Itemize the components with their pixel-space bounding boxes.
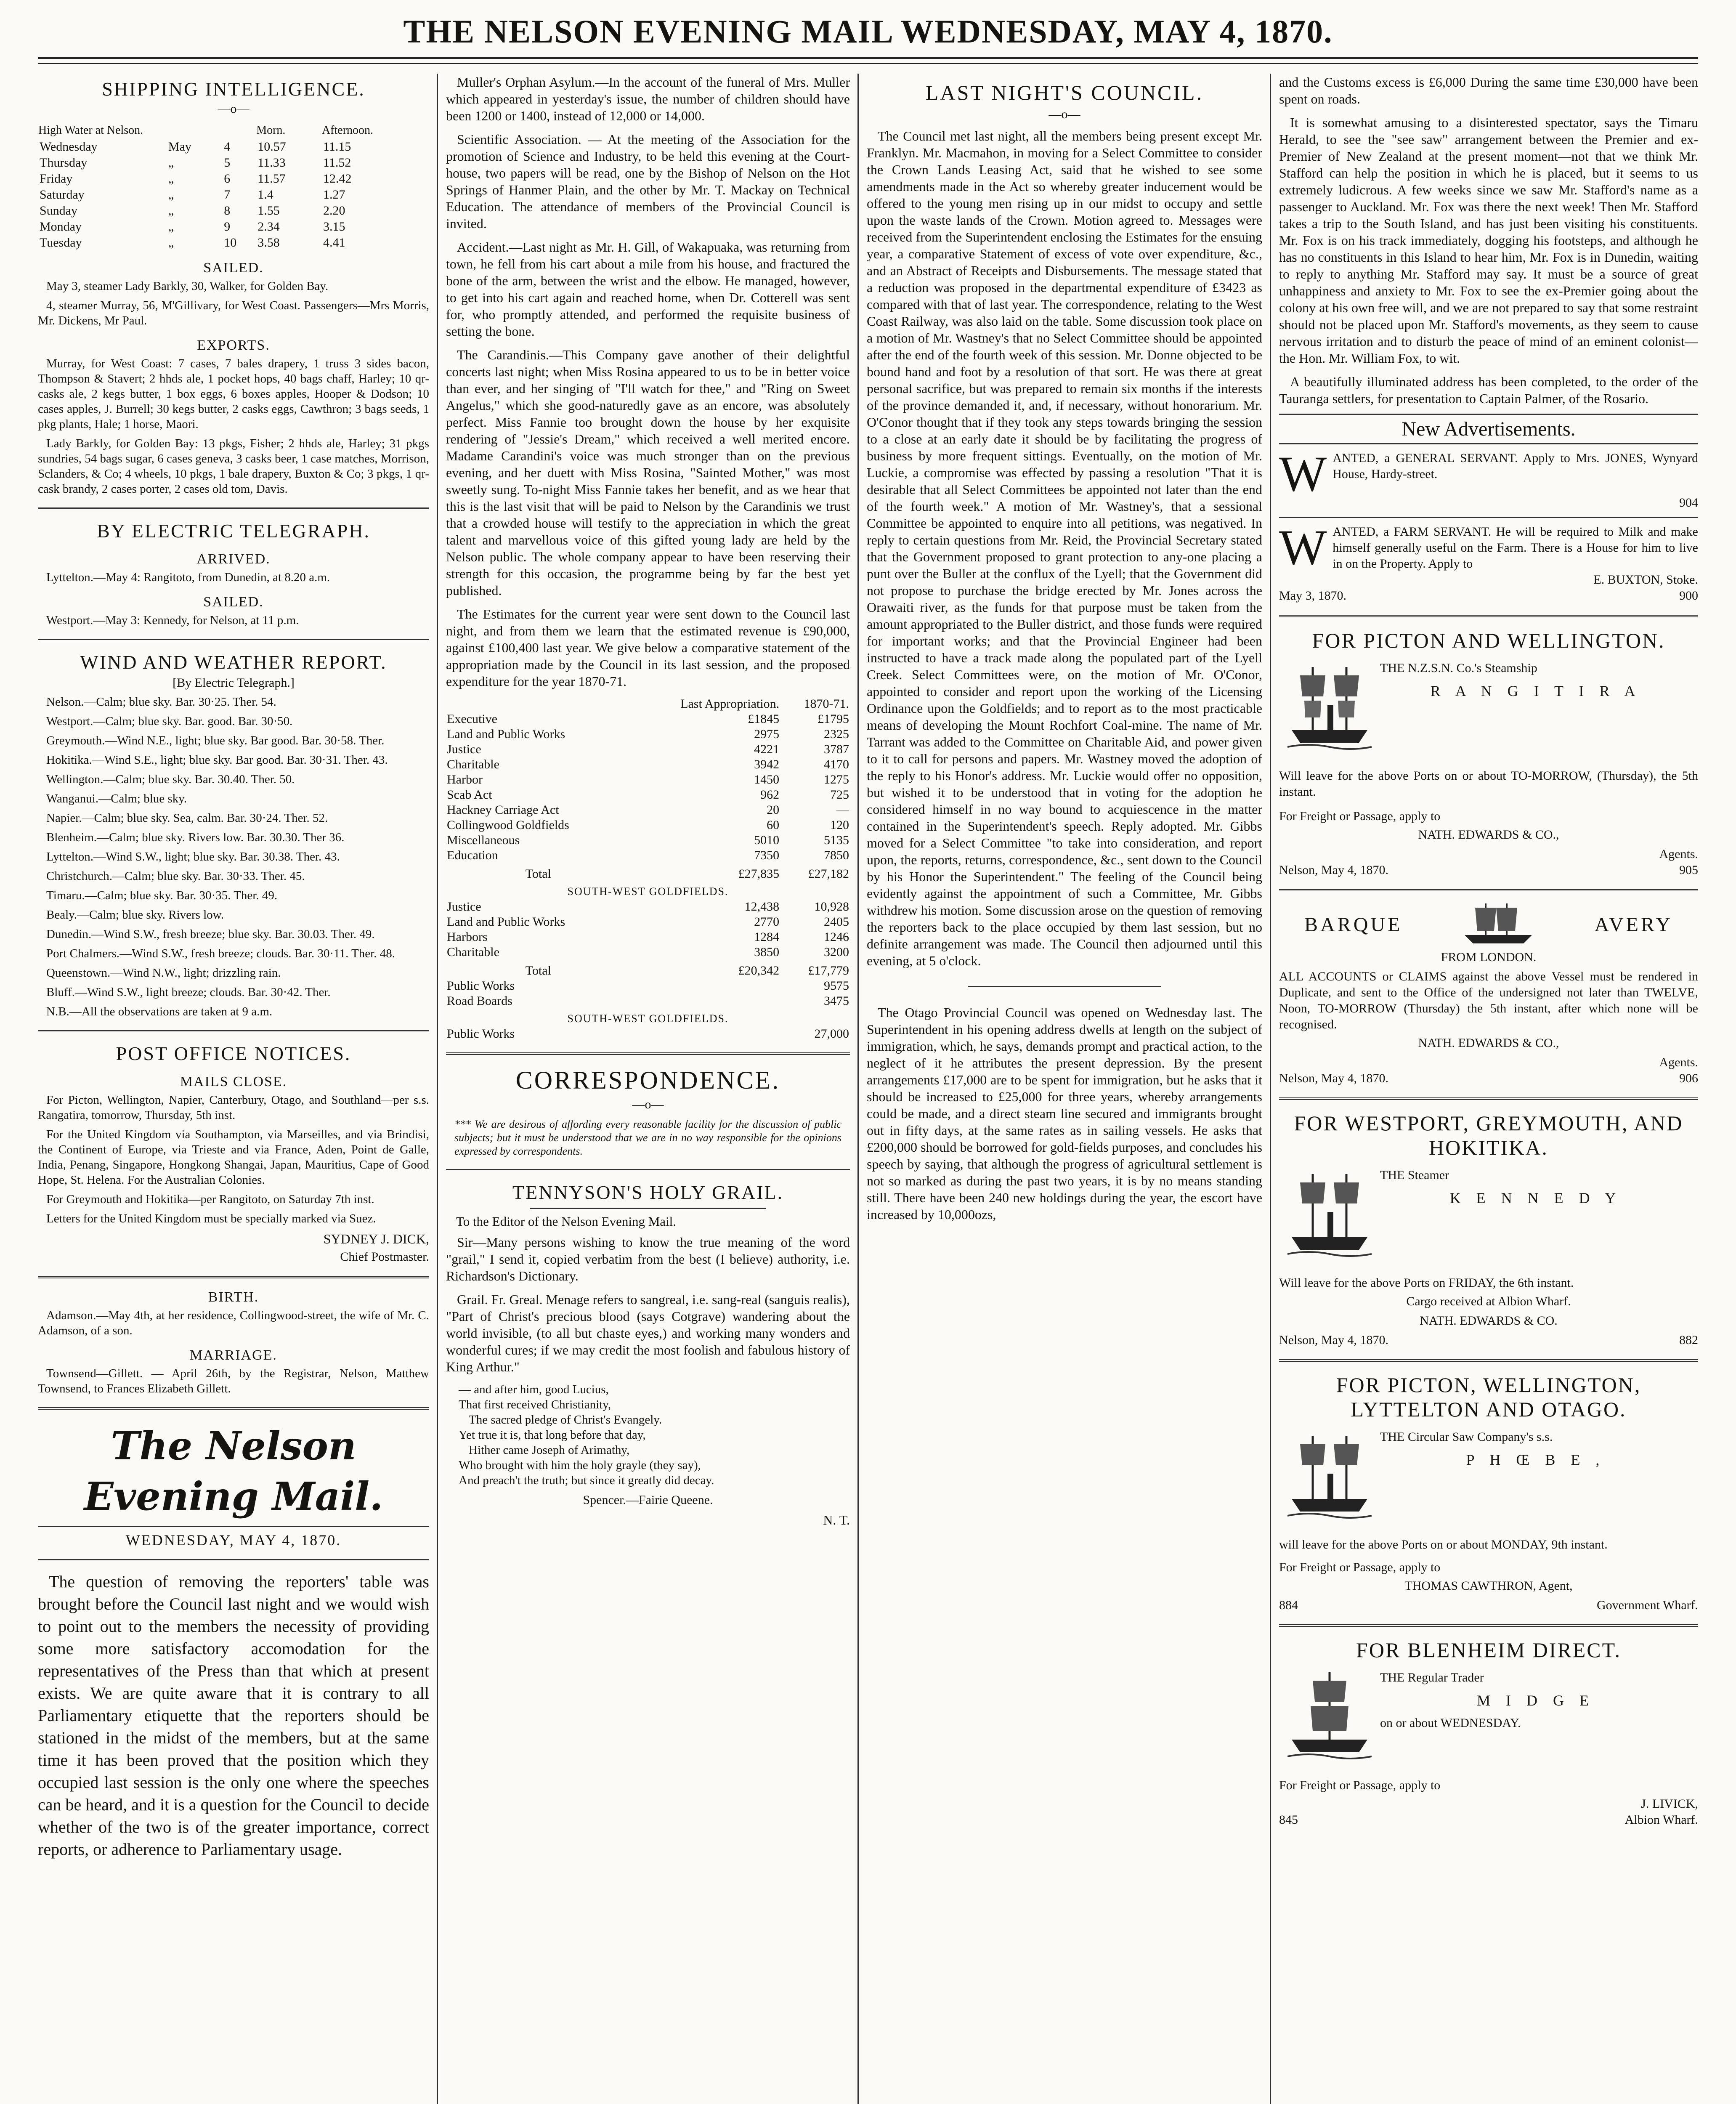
- sailed-heading: SAILED.: [203, 260, 264, 276]
- divider: [38, 1030, 429, 1031]
- divider: [530, 1208, 766, 1209]
- shipping-title: SHIPPING INTELLIGENCE.: [102, 78, 365, 100]
- ad-date: Nelson, May 4, 1870.: [1279, 863, 1388, 877]
- weather-line: Lyttelton.—Wind S.W., light; blue sky. Bar. 30.38. Ther. 43.: [46, 850, 340, 863]
- approp-value: 20: [767, 803, 780, 817]
- otago-paragraph: The Otago Provincial Council was opened on Wednesday last. The Superintendent in his opening address dwells at length on the subject of immigration, which, he says, demands prompt and practical action, to the neglect of it he attributes the present depression. By the present arrangements £17,000 are to be spent for immigration, but he asks that it should be increased to £25,000 for three years, whereby arrangements could be made, and a direct steam line secured and immigrants brought out in fifty days, at the same rates as in sailing vessels. He asks that £200,000 should be borrowed for gold-fields purposes, and concludes his speech by saying, that although the progress of agricultural settlement is not so marked as during the past two years, it is by no means standing still. There have been 240 new holdings during the year, the escort have increased by 10,000ozs,: [867, 1005, 1262, 1222]
- ad-number: 900: [1679, 589, 1698, 603]
- verse-source: Spencer.—Fairie Queene.: [583, 1493, 713, 1507]
- ad-number: 882: [1679, 1333, 1698, 1347]
- approp-item: Education: [447, 848, 498, 862]
- agent-title: Agents.: [1659, 1055, 1698, 1069]
- mail-item: For Greymouth and Hokitika—per Rangitoto, on Saturday 7th inst.: [46, 1193, 374, 1206]
- leader-article: The question of removing the reporters' table was brought before the Council last night and we would wish to point out to the members the necessity of providing some more satisfactory accomodation for the representatives of the Press than that which at present exists. We are quite aware that it is contrary to all Parliamentary etiquette that the reporters should be stationed in the midst of the members, but at the same time it has been proved that the position which they occupied last session is the only one where the speeches can be heard, and it is a question for the Council to decide whether of the two is of the greater importance, correct reports, or adherence to Parliamentary usage.: [38, 1572, 429, 1859]
- divider: [968, 986, 1161, 987]
- approp-value: —: [836, 803, 849, 817]
- sailing-details: will leave for the above Ports on or about MONDAY, 9th instant.: [1279, 1538, 1608, 1551]
- council-title: LAST NIGHT'S COUNCIL.: [925, 81, 1204, 104]
- approp-item: Scab Act: [447, 788, 492, 802]
- post-title: POST OFFICE NOTICES.: [116, 1043, 351, 1064]
- marriage-heading: MARRIAGE.: [190, 1347, 277, 1363]
- blenheim-heading: FOR BLENHEIM DIRECT.: [1356, 1638, 1621, 1662]
- mails-close-heading: MAILS CLOSE.: [180, 1074, 287, 1089]
- approp-value: 9575: [824, 979, 849, 993]
- agent-name: J. LIVICK,: [1641, 1797, 1698, 1811]
- verse-line: Who brought with him the holy grayle (they say),: [459, 1458, 701, 1472]
- column-rule-1: [437, 74, 438, 2104]
- ad-number: 906: [1679, 1071, 1698, 1085]
- divider: [38, 639, 429, 640]
- weather-line: Napier.—Calm; blue sky. Sea, calm. Bar. 30·24. Ther. 52.: [46, 811, 328, 825]
- picton-heading: FOR PICTON AND WELLINGTON.: [1312, 629, 1665, 652]
- divider: [1279, 1097, 1698, 1100]
- agent-title: Agents.: [1659, 847, 1698, 861]
- column-2: [446, 74, 850, 2104]
- barque-icon: [1460, 901, 1536, 948]
- approp-value: 12,438: [744, 900, 780, 914]
- approp-header-year: 1870-71.: [804, 697, 849, 711]
- approp-item: Land and Public Works: [447, 727, 565, 741]
- ship-ad-midge: [1279, 1668, 1698, 1773]
- approp-total-value: £27,182: [808, 867, 849, 881]
- drop-cap: W: [1279, 519, 1327, 575]
- ship-name: M I D G E: [1477, 1692, 1595, 1709]
- arrived-item: Lyttelton.—May 4: Rangitoto, from Dunedin, at 8.20 a.m.: [46, 571, 330, 584]
- news-paragraph: Accident.—Last night as Mr. H. Gill, of Wakapuaka, was returning from town, he fell from his cart about a mile from his house, and fractured the bone of the arm, between the wrist and the elbow. He managed, however, to get into his cart again and reached home, when Dr. Cotterell was sent for, who promptly attended, and performed the requisite business of setting the bone.: [446, 239, 850, 339]
- approp-total-value: £20,342: [738, 964, 780, 978]
- approp-item: Hackney Carriage Act: [447, 803, 559, 817]
- approp-value: 4170: [824, 757, 849, 771]
- approp-value: 2325: [824, 727, 849, 741]
- sailing-details: on or about WEDNESDAY.: [1380, 1716, 1521, 1730]
- arrived-heading: ARRIVED.: [196, 551, 271, 567]
- approp-value: 1275: [824, 773, 849, 786]
- ornament: —o—: [632, 1097, 664, 1111]
- westport-heading: FOR WESTPORT, GREYMOUTH, AND HOKITIKA.: [1294, 1111, 1683, 1159]
- table-row: Thursday „ 5 11.33 11.52: [40, 156, 351, 170]
- sailed-heading: SAILED.: [203, 594, 264, 610]
- verse-line: And preach't the truth; but since it greatly did decay.: [459, 1474, 714, 1487]
- tennyson-title: TENNYSON'S HOLY GRAIL.: [512, 1182, 784, 1203]
- approp-item: Harbor: [447, 773, 483, 786]
- news-paragraph: Muller's Orphan Asylum.—In the account of the funeral of Mrs. Muller which appeared in yesterday's issue, the number of children should have been 1200 or 1400, instead of 12,000 or 14,000.: [446, 74, 850, 123]
- table-row: Friday „ 6 11.57 12.42: [40, 172, 352, 186]
- table-row: [446, 818, 850, 833]
- divider: [446, 1052, 850, 1055]
- table-row: [446, 787, 850, 802]
- exports-heading: EXPORTS.: [197, 337, 270, 353]
- approp-value: 3787: [824, 742, 849, 756]
- approp-total-row: [446, 863, 850, 882]
- table-row: Monday „ 9 2.34 3.15: [40, 220, 345, 234]
- letter-paragraph: Grail. Fr. Greal. Menage refers to sangreal, i.e. sang-real (sanguis realis), "Part of Christ's precious blood (says Cotgrave) wandering about the world invisible, (to all but chaste eyes,) and working many wonders and wonderful cures; if we may credit the most foolish and fabulous history of King Arthur.": [446, 1292, 850, 1374]
- weather-line: Timaru.—Calm; blue sky. Bar. 30·35. Ther. 49.: [46, 889, 278, 902]
- weather-line: Bealy.—Calm; blue sky. Rivers low.: [46, 908, 224, 922]
- column-rule-2: [857, 74, 859, 2104]
- table-row: [446, 772, 850, 787]
- ad-general-servant: [1279, 446, 1698, 511]
- approp-value: £1845: [748, 712, 780, 726]
- weather-line: Westport.—Calm; blue sky. Bar. good. Bar. 30·50.: [46, 715, 293, 728]
- table-row: [446, 712, 850, 727]
- sailing-ship-icon: [1287, 1668, 1372, 1765]
- paper-dateline: WEDNESDAY, MAY 4, 1870.: [125, 1532, 342, 1549]
- agent-name: NATH. EDWARDS & CO.,: [1418, 828, 1559, 842]
- ad-number: 905: [1679, 863, 1698, 877]
- approp-item: Road Boards: [447, 994, 512, 1008]
- column-3: [867, 74, 1262, 2104]
- otago-heading: FOR PICTON, WELLINGTON, LYTTELTON AND OTAGO.: [1336, 1373, 1641, 1421]
- weather-line: N.B.—All the observations are taken at 9 a.m.: [46, 1005, 273, 1018]
- approp-value: [631, 978, 780, 994]
- table-row: [446, 742, 850, 757]
- approp-value: 4221: [754, 742, 780, 756]
- approp-value: 725: [830, 788, 849, 802]
- exports-item: Lady Barkly, for Golden Bay: 13 pkgs, Fisher; 2 hhds ale, Harley; 31 pkgs sundries, 54 bags sugar, 6 cases geneva, 3 casks beer, 1 case matches, Morrison, Sclanders, & Co; 4 wheels, 10 pkgs, 1 bale drapery, Buxton & Co; 3 pkgs, 1 qr-cask brandy, 2 cases porter, 2 cases old tom, Davis.: [38, 437, 429, 496]
- divider: [1279, 1359, 1698, 1362]
- approp-value: 2405: [824, 915, 849, 929]
- birth-notice: Adamson.—May 4th, at her residence, Collingwood-street, the wife of Mr. C. Adamson, of a son.: [38, 1309, 429, 1337]
- ship-line: THE Circular Saw Company's s.s.: [1380, 1430, 1553, 1444]
- appropriation-table: [446, 696, 850, 1041]
- sailing-details: Will leave for the above Ports on FRIDAY, the 6th instant.: [1279, 1276, 1574, 1290]
- weather-line: Wellington.—Calm; blue sky. Bar. 30.40. Ther. 50.: [46, 773, 295, 786]
- approp-value: [631, 1026, 780, 1041]
- weather-line: Blenheim.—Calm; blue sky. Rivers low. Bar. 30.30. Ther 36.: [46, 831, 345, 844]
- verse-line: — and after him, good Lucius,: [459, 1383, 609, 1396]
- approp-value: 5135: [824, 833, 849, 847]
- divider: [38, 1407, 429, 1410]
- table-row: [446, 833, 850, 848]
- cargo-line: Cargo received at Albion Wharf.: [1406, 1294, 1571, 1308]
- ad-text: ANTED, a GENERAL SERVANT. Apply to Mrs. JONES, Wynyard House, Hardy-street.: [1333, 451, 1698, 481]
- freight-line: For Freight or Passage, apply to: [1279, 809, 1441, 823]
- weather-line: Christchurch.—Calm; blue sky. Bar. 30·33. Ther. 45.: [46, 869, 305, 883]
- approp-value: 1246: [824, 930, 849, 944]
- approp-value: 2770: [754, 915, 780, 929]
- tide-label: High Water at Nelson.: [38, 124, 143, 137]
- approp-total-value: £17,779: [808, 964, 849, 978]
- mail-item: For Picton, Wellington, Napier, Canterbury, Otago, and Southland—per s.s. Rangatira, tomorrow, Thursday, 5th inst.: [38, 1093, 429, 1122]
- approp-value: 3850: [754, 945, 780, 959]
- weather-title: WIND AND WEATHER REPORT.: [80, 651, 387, 673]
- table-row: [446, 899, 850, 914]
- approp-value: [631, 994, 780, 1009]
- letter-paragraph: Sir—Many persons wishing to know the true meaning of the word "grail," I send it, copied verbatim from the best (I believe) authority, i.e. Richardson's Dictionary.: [446, 1235, 850, 1283]
- table-row: [446, 757, 850, 772]
- weather-subtitle: [By Electric Telegraph.]: [173, 676, 295, 690]
- verse-line: The sacred pledge of Christ's Evangely.: [469, 1413, 662, 1427]
- approp-total-label: Total: [525, 964, 551, 978]
- freight-line: For Freight or Passage, apply to: [1279, 1560, 1441, 1574]
- birth-heading: BIRTH.: [208, 1289, 259, 1305]
- approp-total-value: £27,835: [738, 867, 780, 881]
- postmaster-name: SYDNEY J. DICK,: [323, 1231, 429, 1246]
- table-row: Wednesday May 4 10.57 11.15: [40, 140, 351, 154]
- ad-date: Nelson, May 4, 1870.: [1279, 1071, 1388, 1085]
- news-paragraph: and the Customs excess is £6,000 During the same time £30,000 have been spent on roads.: [1279, 74, 1698, 106]
- table-row: [446, 802, 850, 818]
- approp-item: Harbors: [447, 930, 488, 944]
- table-row: [446, 727, 850, 742]
- approp-total-label: Total: [525, 867, 551, 881]
- column-4: [1279, 74, 1698, 2104]
- letter-address: To the Editor of the Nelson Evening Mail.: [456, 1214, 677, 1229]
- verse-block: [459, 1382, 850, 1488]
- ad-farm-servant: [1279, 519, 1698, 604]
- marriage-notice: Townsend—Gillett. — April 26th, by the Registrar, Nelson, Matthew Townsend, to Frances Elizabeth Gillett.: [38, 1367, 429, 1395]
- approp-item: Public Works: [447, 1027, 515, 1041]
- ship-name: R A N G I T I R A: [1430, 683, 1641, 699]
- approp-item: Charitable: [447, 757, 499, 771]
- sailing-details: Will leave for the above Ports on or about TO-MORROW, (Thursday), the 5th instant.: [1279, 769, 1698, 799]
- approp-item: Justice: [447, 742, 481, 756]
- weather-line: Wanganui.—Calm; blue sky.: [46, 792, 187, 805]
- news-paragraph: The Estimates for the current year were sent down to the Council last night, and from them we learn that the estimated revenue is £90,000, against £100,400 last year. We give below a comparative statement of the appropriation made by the Council in its last session, and the proposed expenditure for the year 1870-71.: [446, 606, 850, 689]
- weather-line: Bluff.—Wind S.W., light breeze; clouds. Bar. 30·42. Ther.: [46, 986, 331, 999]
- weather-line: Greymouth.—Wind N.E., light; blue sky. Bar good. Bar. 30·58. Ther.: [46, 734, 385, 747]
- council-report: The Council met last night, all the members being present except Mr. Franklyn. Mr. Macmahon, in moving for a Select Committee to consider the Crown Lands Leasing Act, said that he wished to see some amendments made in the Act so whereby greater inducement would be offered to the young men rising up in our midst to occupy and settle upon the waste lands of the Crown. Motion agreed to. Messages were received from the Superintendent enclosing the Estimates for the ensuing year, a comparative Statement of excess of vote over expenditure, &c., and an Abstract of Receipts and Disbursements. The message stated that a reduction was proposed in the departmental expenditure of £3423 as compared with that of last year. The correspondence, relating to the West Coast Railway, was also laid on the table. Some discussion took place on a motion of Mr. Wastney's that no Select Committee should be appointed after the end of the fourth week of this session. Mr. Donne objected to be bound hand and foot by a resolution of that sort. He was there at great personal sacrifice, but was prepared to remain six months if the interests of the province demanded it, and, if necessary, without honorarium. Mr. O'Conor thought that if they took any steps towards bringing the session to a close at an early date it should be by facilitating the progress of business by more frequent sittings. Eventually, on the motion of Mr. Luckie, a compromise was effected by passing a resolution "That it is desirable that all Select Committees be appointed not later than the end of the fourth week." A motion of Mr. Wastney's, that a sessional Committee be appointed to enquire into all petitions, was negatived. In reply to certain questions from Mr. Reid, the Provincial Secretary stated that the Government proposed to grant protection to any-one placing a punt over the Buller at the conflux of the Lyell; that the Government did not propose to purchase the bridge erected by Mr. Jones across the Orawaiti river, as the funds for that purpose must be taken from the amount appropriated to the Buller district, and those funds were required for important works; and that the Provincial Engineer had been instructed to have a track made along the populated part of the Lyell Creek. Select Committees were, on the motion of Mr. O'Conor, appointed to consider and report upon the working of the Licensing Ordinance upon the Goldfields; and to report as to the most practicable means of developing the Mount Rochfort Coal-mine. The name of Mr. Tarrant was added to the Committee on Charitable Aid, and power given to it to call for persons and papers. Mr. Wastney moved the adoption of the reply to his Honor's address. Mr. Luckie would offer no opposition, but wished it to be understood that in voting for the adoption he considered himself in no way bound to acquiescence in the matter contained in the Superintendent's speech. Reply adopted. Mr. Gibbs moved for a Select Committee "to take into consideration, and report upon, the reports, returns, correspondence, &c., sent down to the Council by his Honor the Superintendent." The feeling of the Council being evidently against the appointment of such a Committee, Mr. Gibbs withdrew his motion. Some discussion arose on the question of removing the reporters back to the place occupied by them last session, but no definite arrangement was made. The Council then adjourned until this evening, at 5 o'clock.: [867, 128, 1262, 968]
- approp-section-heading: SOUTH-WEST GOLDFIELDS.: [567, 1012, 729, 1025]
- mail-item: Letters for the United Kingdom must be specially marked via Suez.: [46, 1212, 376, 1225]
- masthead: THE NELSON EVENING MAIL WEDNESDAY, MAY 4, 1870.: [403, 13, 1333, 50]
- weather-line: Port Chalmers.—Wind S.W., fresh breeze; clouds. Bar. 30·11. Ther. 48.: [46, 947, 395, 960]
- news-paragraph: It is somewhat amusing to a disinterested spectator, says the Timaru Herald, to see the "see saw" arrangement between the Premier and ex-Premier of New Zealand at the present moment—not that we think Mr. Stafford can help the position in which he is placed, but it seems to us extremely ludicrous. A few weeks since we saw Mr. Stafford's name as a passenger to Auckland. Mr. Fox was there the next week! Then Mr. Stafford takes a trip to the South Island, and has just been visiting his constituents. Mr. Fox is on his track immediately, dogging his footsteps, and although he has no constituents in this Island to hear him, Mr. Fox is in Dunedin, waiting to reply to anything Mr. Stafford may say. It must be a source of great unhappiness and anxiety to Mr. Fox to see the ex-Premier going about the colony at his own free will, and we are not prepared to say that some restraint should not be placed upon Mr. Stafford's movements, as they seem to cause nervous irritation and to disturb the peace of mind of an eminent colonist—the Hon. Mr. William Fox, to wit.: [1279, 115, 1698, 366]
- drop-cap: W: [1279, 446, 1327, 502]
- mail-item: For the United Kingdom via Southampton, via Marseilles, and via Brindisi, the Continent of Europe, via Trieste and via France, Aden, Point de Galle, India, Penang, Singapore, Hongkong Shangai, Japan, Mauritius, Cape of Good Hope, St. Helena. For the Australian Colonies.: [38, 1128, 429, 1187]
- new-advertisements-heading: New Advertisements.: [1279, 414, 1698, 444]
- sailed-item: 4, steamer Murray, 56, M'Gillivary, for West Coast. Passengers—Mrs Morris, Mr. Dickens, Mr Paul.: [38, 299, 429, 327]
- barque-heading: [1279, 901, 1698, 948]
- agent-name: NATH. EDWARDS & CO.,: [1418, 1036, 1559, 1050]
- divider: [38, 1276, 429, 1278]
- approp-value: 1284: [754, 930, 780, 944]
- wharf-name: Albion Wharf.: [1625, 1813, 1698, 1827]
- divider: [38, 507, 429, 509]
- masthead-rule: [38, 57, 1698, 64]
- approp-value: 60: [767, 818, 780, 832]
- divider: [1279, 517, 1698, 518]
- steamship-ad-rangitira: [1279, 659, 1698, 764]
- weather-line: Hokitika.—Wind S.E., light; blue sky. Bar good. Bar. 30·31. Ther. 43.: [46, 753, 388, 767]
- verse-line: Yet true it is, that long before that day,: [459, 1428, 646, 1442]
- ship-line: THE N.Z.S.N. Co.'s Steamship: [1380, 661, 1537, 675]
- approp-item: Miscellaneous: [447, 833, 520, 847]
- approp-value: 7350: [754, 848, 780, 862]
- ship-line: THE Regular Trader: [1380, 1671, 1484, 1684]
- ornament: —o—: [1049, 107, 1080, 121]
- table-row: [446, 978, 850, 994]
- ad-number: 845: [1279, 1813, 1298, 1827]
- ad-number: 904: [1679, 496, 1698, 510]
- approp-value: £1795: [818, 712, 849, 726]
- divider: [1279, 889, 1698, 890]
- steamship-icon: [1287, 1427, 1372, 1524]
- verse-line: That first received Christianity,: [459, 1398, 611, 1411]
- ad-date: Nelson, May 4, 1870.: [1279, 1333, 1388, 1347]
- approp-item: Collingwood Goldfields: [447, 818, 569, 832]
- approp-header-last: Last Appropriation.: [680, 697, 780, 711]
- table-row: Saturday „ 7 1.4 1.27: [40, 188, 345, 202]
- divider: [1279, 615, 1698, 617]
- tide-aft-header: Afternoon.: [321, 124, 374, 137]
- steamship-icon: [1287, 1166, 1372, 1262]
- approp-item: Land and Public Works: [447, 915, 565, 929]
- wharf-name: Government Wharf.: [1596, 1598, 1698, 1612]
- barque-name: AVERY: [1594, 913, 1673, 936]
- barque-notice: ALL ACCOUNTS or CLAIMS against the above Vessel must be rendered in Duplicate, and sent to the Office of the undersigned not later than TWELVE, Noon, TO-MORROW (Thursday) the 5th instant, after which none will be recognised.: [1279, 970, 1698, 1031]
- weather-line: Dunedin.—Wind S.W., fresh breeze; blue sky. Bar. 30.03. Ther. 49.: [46, 927, 375, 941]
- table-row: [446, 1026, 850, 1041]
- sailed-item: Westport.—May 3: Kennedy, for Nelson, at 11 p.m.: [46, 614, 299, 627]
- approp-value: 3200: [824, 945, 849, 959]
- approp-item: Charitable: [447, 945, 499, 959]
- table-row: Sunday „ 8 1.55 2.20: [40, 204, 345, 218]
- ornament: —o—: [218, 102, 250, 116]
- approp-section-heading: SOUTH-WEST GOLDFIELDS.: [567, 885, 729, 898]
- approp-value: 3942: [754, 757, 780, 771]
- column-rule-3: [1270, 74, 1271, 2104]
- agent-name: THOMAS CAWTHRON, Agent,: [1404, 1579, 1573, 1593]
- steamship-ad-phoebe: [1279, 1427, 1698, 1533]
- column-1: [38, 74, 429, 2104]
- approp-value: 3475: [824, 994, 849, 1008]
- table-row: Tuesday „ 10 3.58 4.41: [40, 236, 345, 250]
- ship-name: P H Œ B E ,: [1466, 1451, 1606, 1468]
- ship-name: K E N N E D Y: [1449, 1190, 1622, 1206]
- barque-origin: FROM LONDON.: [1441, 950, 1537, 964]
- telegraph-title: BY ELECTRIC TELEGRAPH.: [97, 520, 370, 542]
- sailed-item: May 3, steamer Lady Barkly, 30, Walker, for Golden Bay.: [46, 279, 329, 293]
- steamship-icon: [1287, 659, 1372, 755]
- approp-item: Public Works: [447, 979, 515, 993]
- weather-line: Queenstown.—Wind N.W., light; drizzling rain.: [46, 966, 281, 980]
- approp-value: 10,928: [814, 900, 849, 914]
- paper-title: The Nelson Evening Mail.: [84, 1423, 383, 1519]
- tide-morn-header: Morn.: [256, 124, 286, 137]
- divider: [38, 1526, 429, 1527]
- approp-item: Justice: [447, 900, 481, 914]
- tide-table: [38, 122, 429, 251]
- approp-total-row: [446, 960, 850, 978]
- correspondence-title: CORRESPONDENCE.: [515, 1066, 780, 1094]
- ad-signature: E. BUXTON, Stoke.: [1593, 573, 1698, 587]
- news-paragraph: The Carandinis.—This Company gave another of their delightful concerts last night; when Miss Rosina appeared to us to be in better voice than ever, and her singing of "I'll watch for thee," and "Ring on Sweet Angelus," which she good-naturedly gave as an encore, was absolutely perfect. Miss Fannie too brought down the house by her exquisite rendering of "Jessie's Dream," which received a well merited encore. Madame Carandini's voice was much stronger than on the previous evening, and her duett with Miss Rosina, "Sainted Mother," was most sweetly sung. To-night Miss Fannie takes her benefit, and as we hear that this is the last visit that will be paid to Nelson by the Carandinis we trust that a crowded house will testify to the appreciation in which the great talent and marvellous voice of this gifted young lady are held by the Nelson public. The whole company appear to have been reserving their strength for this occasion, the programme being by far the best yet published.: [446, 347, 850, 598]
- news-paragraph: A beautifully illuminated address has been completed, to the order of the Tauranga settlers, for presentation to Captain Palmer, of the Rosario.: [1279, 374, 1698, 406]
- verse-line: Hither came Joseph of Arimathy,: [469, 1443, 630, 1457]
- weather-line: Nelson.—Calm; blue sky. Bar. 30·25. Ther. 54.: [46, 695, 276, 709]
- table-row: [446, 914, 850, 930]
- approp-value: 962: [760, 788, 780, 802]
- divider: [38, 1559, 429, 1560]
- ship-line: THE Steamer: [1380, 1168, 1449, 1182]
- barque-label: BARQUE: [1304, 913, 1403, 936]
- agent-name: NATH. EDWARDS & CO.: [1420, 1314, 1558, 1328]
- news-paragraph: Scientific Association. — At the meeting of the Association for the promotion of Science and Industry, to be held this evening at the Court-house, two papers will be read, one by the Bishop of Nelson on the Hot Springs of Hanmer Plain, and the other by Mr. T. Mackay on Technical Education. The attendance of members of the Provincial Council is invited.: [446, 132, 850, 231]
- approp-value: 1450: [754, 773, 780, 786]
- approp-value: 7850: [824, 848, 849, 862]
- weather-list: [38, 694, 429, 1019]
- steamship-ad-kennedy: [1279, 1166, 1698, 1271]
- approp-item: Executive: [447, 712, 497, 726]
- table-row: [446, 945, 850, 960]
- freight-line: For Freight or Passage, apply to: [1279, 1778, 1441, 1792]
- approp-value: 2975: [754, 727, 780, 741]
- ad-text: ANTED, a FARM SERVANT. He will be required to Milk and make himself generally useful on the Farm. There is a House for him to live in on the Property. Apply to: [1333, 525, 1698, 571]
- approp-value: 5010: [754, 833, 780, 847]
- approp-value: 27,000: [814, 1027, 849, 1041]
- divider: [446, 1169, 850, 1170]
- letter-signature: N. T.: [823, 1512, 850, 1528]
- table-row: [446, 994, 850, 1009]
- exports-item: Murray, for West Coast: 7 cases, 7 bales drapery, 1 truss 3 sides bacon, Thompson & Stavert; 2 hhds ale, 1 pocket hops, 40 bags chaff, Harley; 10 qr-casks ale, 2 kegs butter, 1 box eggs, 6 boxes apples, Hooper & Dodson; 10 cases apples, J. Burrell; 30 kegs butter, 2 casks eggs, Cawthron; 3 bags seeds, 1 pkg plants, Hale; 1 horse, Maori.: [38, 357, 429, 431]
- table-row: [446, 848, 850, 863]
- approp-value: 120: [830, 818, 849, 832]
- postmaster-title: Chief Postmaster.: [340, 1250, 429, 1264]
- divider: [1279, 1624, 1698, 1627]
- ad-date: May 3, 1870.: [1279, 589, 1346, 603]
- ad-number: 884: [1279, 1598, 1298, 1612]
- table-row: [446, 930, 850, 945]
- correspondence-note: *** We are desirous of affording every reasonable facility for the discussion of public subjects; but it must be understood that we are in no way responsible for the opinions expressed by correspondents.: [454, 1118, 841, 1157]
